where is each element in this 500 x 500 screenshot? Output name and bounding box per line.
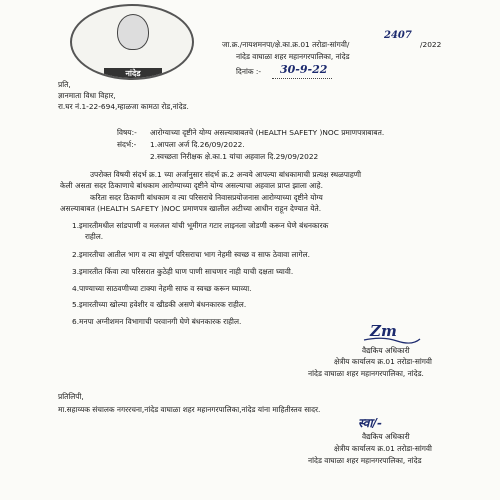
reference-label: संदर्भ:- — [117, 140, 137, 149]
seal-ribbon: नांदेड — [104, 68, 162, 80]
municipal-seal — [70, 4, 194, 80]
condition-item: 5.इमारतीच्या खोल्या हवेशीर व खीडकी असणे बंधनकारक राहील. — [72, 300, 247, 309]
signature-1-org: नांदेड वाघाळा शहर महानगरपालिका, नांदेड. — [308, 369, 424, 378]
signature-mark: Zm — [370, 322, 397, 340]
body-paragraph-2-line-1: करिता सदर ठिकाणी बांधकाम व त्या परिसराचे निवासप्रयोजनास आरोग्याच्या दृष्टीने योग्य — [90, 193, 323, 202]
condition-item: 2.इमारतीचा आतील भाग व त्या संपूर्ण परिसराचा भाग नेहमी स्वच्छ व साफ ठेवावा लागेल. — [72, 250, 310, 259]
subject-label: विषय:- — [117, 128, 137, 137]
date-handwritten: 30-9-22 — [280, 63, 328, 76]
condition-item-continued: राहील. — [85, 232, 104, 241]
date-underline — [272, 78, 332, 79]
recipient-address: रा.घर नं.1-22-694,म्हाळजा कामठा रोड,नांदेड. — [58, 102, 189, 111]
reference-year: /2022 — [420, 40, 442, 49]
reference-item-1: 1.आपला अर्ज दि.26/09/2022. — [150, 140, 245, 149]
seal-emblem — [117, 14, 149, 50]
condition-item: 1.इमारतीमधील सांडपाणी व मलजल यांची भूमीगत गटार लाइनला जोडणी करून घेणे बंधनकारक — [72, 221, 329, 230]
body-paragraph-2-line-2: असल्याबाबत (HEALTH SAFETY )NOC प्रमाणपत्र खालील अटीच्या आधीन राहून देण्यात येते. — [60, 204, 322, 213]
signature-1-title: वैद्यकिय अधिकारी — [362, 346, 410, 355]
reference-item-2: 2.स्वच्छता निरीक्षक क्षे.का.1 यांचा अहवाल दि.29/09/2022 — [150, 152, 319, 161]
condition-item: 6.मनपा अग्नीशमन विभागाची परवानगी घेणे बंधनकारक राहील. — [72, 317, 242, 326]
date-label: दिनांक :- — [236, 67, 262, 76]
reference-number-handwritten: 2407 — [384, 30, 412, 41]
signature-2-office: क्षेत्रीय कार्यालय क्र.01 तरोडा-सांगवी — [334, 444, 432, 453]
body-paragraph-1-line-2: केली असता सदर ठिकाणाचे बांधकाम आरोग्याच्या दृष्टीने योग्य असल्याचा अहवाल प्राप्त झाला आहे. — [60, 181, 323, 190]
condition-item: 3.इमारतीत किंवा त्या परिसरात कुठेही घाण पाणी साचणार नाही याची दक्षता घ्यावी. — [72, 267, 294, 276]
signature-1-office: क्षेत्रीय कार्यालय क्र.01 तरोडा-सांगवी — [334, 357, 432, 366]
condition-item: 4.पाण्याच्या साठवणीच्या टाक्या नेहमी साफ व स्वच्छ करून घ्याव्या. — [72, 284, 252, 293]
signature-2-org: नांदेड वाघाळा शहर महानगरपालिका, नांदेड — [308, 456, 422, 465]
copy-recipient: मा.सहाय्यक संचालक नगररचना,नांदेड वाघाळा शहर महानगरपालिका,नांदेड यांना माहितीस्तव सादर. — [58, 405, 321, 414]
signature-stroke — [362, 336, 422, 344]
recipient-name: ज्ञानमाता विधा विहार, — [58, 91, 116, 100]
body-paragraph-1-line-1: उपरोक्त विषयी संदर्भ क्र.1 च्या अर्जानुसार संदर्भ क्र.2 अन्वये आपल्या बांधकामाची प्रत्यक्ष स्थळपाहणी — [90, 170, 362, 179]
subject-text: आरोग्याच्या दृष्टीने योग्य असल्याबाबतचे (HEALTH SAFETY )NOC प्रमाणपत्राबाबत. — [150, 128, 385, 137]
copy-label: प्रतिलिपी, — [58, 392, 84, 401]
office-line: नांदेड वाघाळा शहर महानगरपालिका, नांदेड — [236, 52, 350, 61]
signature-2-mark: स्वा/- — [358, 416, 382, 430]
recipient-prati: प्रति, — [58, 80, 71, 89]
reference-number: जा.क्र./नायशमनपा/क्षे.का.क्र.01 तरोडा-सांगवी/ — [222, 40, 350, 49]
signature-2-title: वैद्यकिय अधिकारी — [362, 432, 410, 441]
